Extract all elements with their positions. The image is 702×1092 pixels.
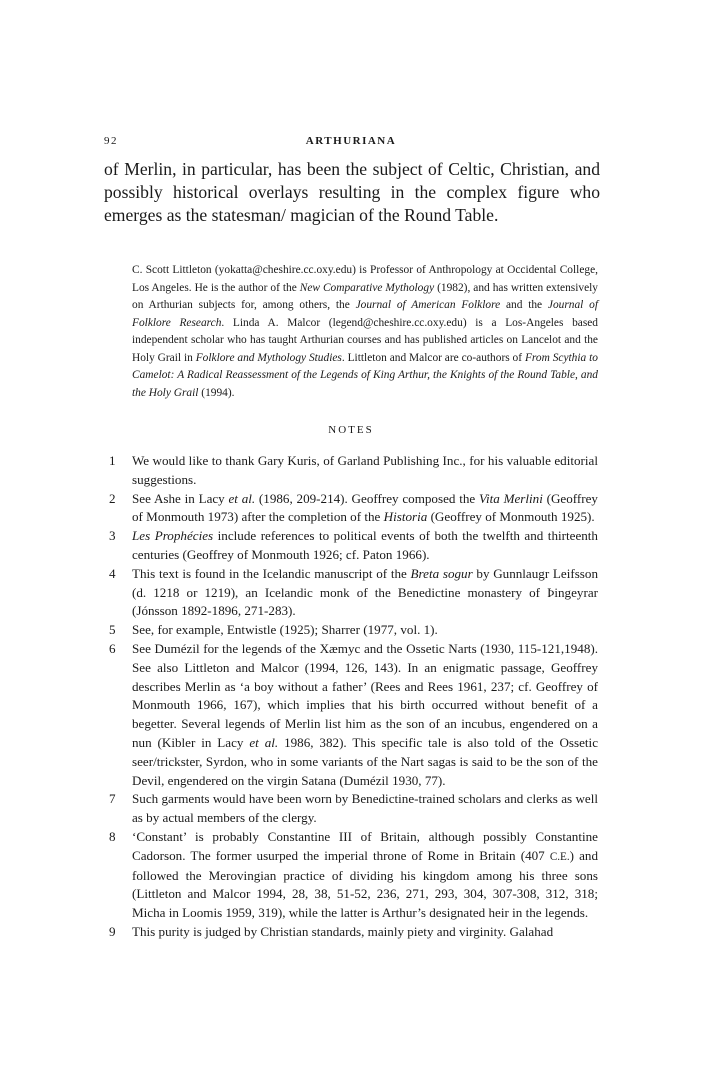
note-text: (Geoffrey of Monmouth 1925). [427,509,595,525]
bio-journal-title: Journal of American Folklore [355,299,501,311]
note-number: 4 [109,565,116,581]
bio-journal-title: Folklore and Mythology Studies [195,351,342,364]
author-bio [132,262,598,402]
note-italic: Breta sogur [410,565,473,581]
note-italic: Vita Merlini [478,490,543,506]
page-number: 92 [104,135,118,147]
note-italic: Historia [383,509,428,525]
lead-paragraph: of Merlin, in particular, has been the subject of Celtic, Christian, and possibly historical overlays resulting in the complex figure who emerges as the statesman/ magician of the Round Table. [104,159,600,225]
note-italic: Les Prophécies [132,528,214,544]
note-text: ‘Constant’ is probably Constantine III of Britain, although possibly Constantine Cadorson. The former usurped the imperial throne of Rome in Britain (407 [132,828,598,863]
note-text: This text is found in the Icelandic manuscript of the [132,565,411,581]
bio-text: C. Scott Littleton (yokatta@cheshire.cc.oxy.edu) is Professor of Anthropology at Occidental College, Los Angeles. He is the author of the [132,264,598,294]
note-text: See, for example, Entwistle (1925); Sharrer (1977, vol. 1). [132,622,438,638]
note-8 [104,828,598,923]
note-number: 3 [109,528,116,544]
note-small-caps: C.E. [549,850,570,863]
note-text: (1986, 209-214). Geoffrey composed the [255,490,479,506]
note-italic: et al. [228,490,256,506]
note-italic: et al. [249,734,279,750]
running-head [104,135,598,153]
note-text: 1986, 382). This specific tale is also told of the Ossetic seer/trickster, Syrdon, who in some variants of the Nart sagas is said to be the son of the Devil, engendered on the virgin Satana (Dumézil 1930, 77). [132,734,599,788]
bio-book-title: From Scythia to Camelot: A Radical Reassessment of the Legends of King Arthur, the Knights of the Round Table, and the Holy Grail [132,351,598,399]
journal-title: ARTHURIANA [305,135,397,147]
note-number: 9 [109,923,116,939]
note-6 [104,640,598,790]
note-number: 5 [109,622,116,638]
note-number: 8 [109,828,116,844]
note-number: 2 [109,490,116,506]
note-5 [104,621,598,640]
note-7 [104,790,598,828]
note-text: We would like to thank Gary Kuris, of Garland Publishing Inc., for his valuable editorial suggestions. [132,453,598,487]
bio-text: (1994). [198,386,235,399]
note-text: ) and followed the Merovingian practice of dividing his kingdom among his three sons (Littleton and Malcor 1994, 28, 38, 51-52, 236, 271, 293, 304, 307-308, 312, 318; Micha in Loomis 1959, 319), while the latter is Arthur’s designated heir in the legends. [132,847,598,921]
bio-text: . Littleton and Malcor are co-authors of [341,351,525,364]
notes-heading: NOTES [328,424,374,436]
bio-text: (1982), and has written extensively on Arthurian subjects for, among others, the [132,281,598,311]
note-text: See Ashe in Lacy [132,490,229,506]
note-text: This purity is judged by Christian standards, mainly piety and virginity. Galahad [132,923,554,939]
note-4 [104,565,598,621]
note-text: See Dumézil for the legends of the Xæmyc and the Ossetic Narts (1930, 115-121,1948). See also Littleton and Malcor (1994, 126, 143). In an enigmatic passage, Geoffrey describes Merlin as ‘a boy without a father’ (Rees and Rees 1961, 237; cf. Geoffrey of Monmouth 1966, 167), which implies that his birth occurred without benefit of a begetter. Several legends of Merlin list him as the son of an incubus, engendered on a nun (Kibler in Lacy [132,640,598,750]
note-text: Such garments would have been worn by Benedictine-trained scholars and clerks as well as by actual members of the clergy. [132,791,598,826]
bio-book-title: New Comparative Mythology [299,281,435,294]
note-number: 7 [109,791,116,807]
bio-text: . Linda A. Malcor (legend@cheshire.cc.oxy.edu) is a Los-Angeles based independent scholar who has taught Arthurian courses and has published articles on Lancelot and the Holy Grail in [132,316,598,364]
note-1 [104,452,598,490]
bio-text: and the [500,299,548,311]
note-text: by Gunnlaugr Leifsson (d. 1218 or 1219), an Icelandic monk of the Benedictine monastery of Þingeyrar (Jónsson 1892-1896, 271-283). [132,565,599,619]
note-text: (Geoffrey of Monmouth 1973) after the completion of the [132,490,598,525]
note-2 [104,490,598,528]
note-number: 6 [109,640,116,656]
bio-journal-title: Journal of Folklore Research [132,299,598,329]
notes-list [104,452,598,942]
note-text: include references to political events of both the twelfth and thirteenth centuries (Geoffrey of Monmouth 1926; cf. Paton 1966). [132,528,598,562]
note-number: 1 [109,453,116,468]
note-9 [104,923,598,942]
note-3 [104,527,598,565]
